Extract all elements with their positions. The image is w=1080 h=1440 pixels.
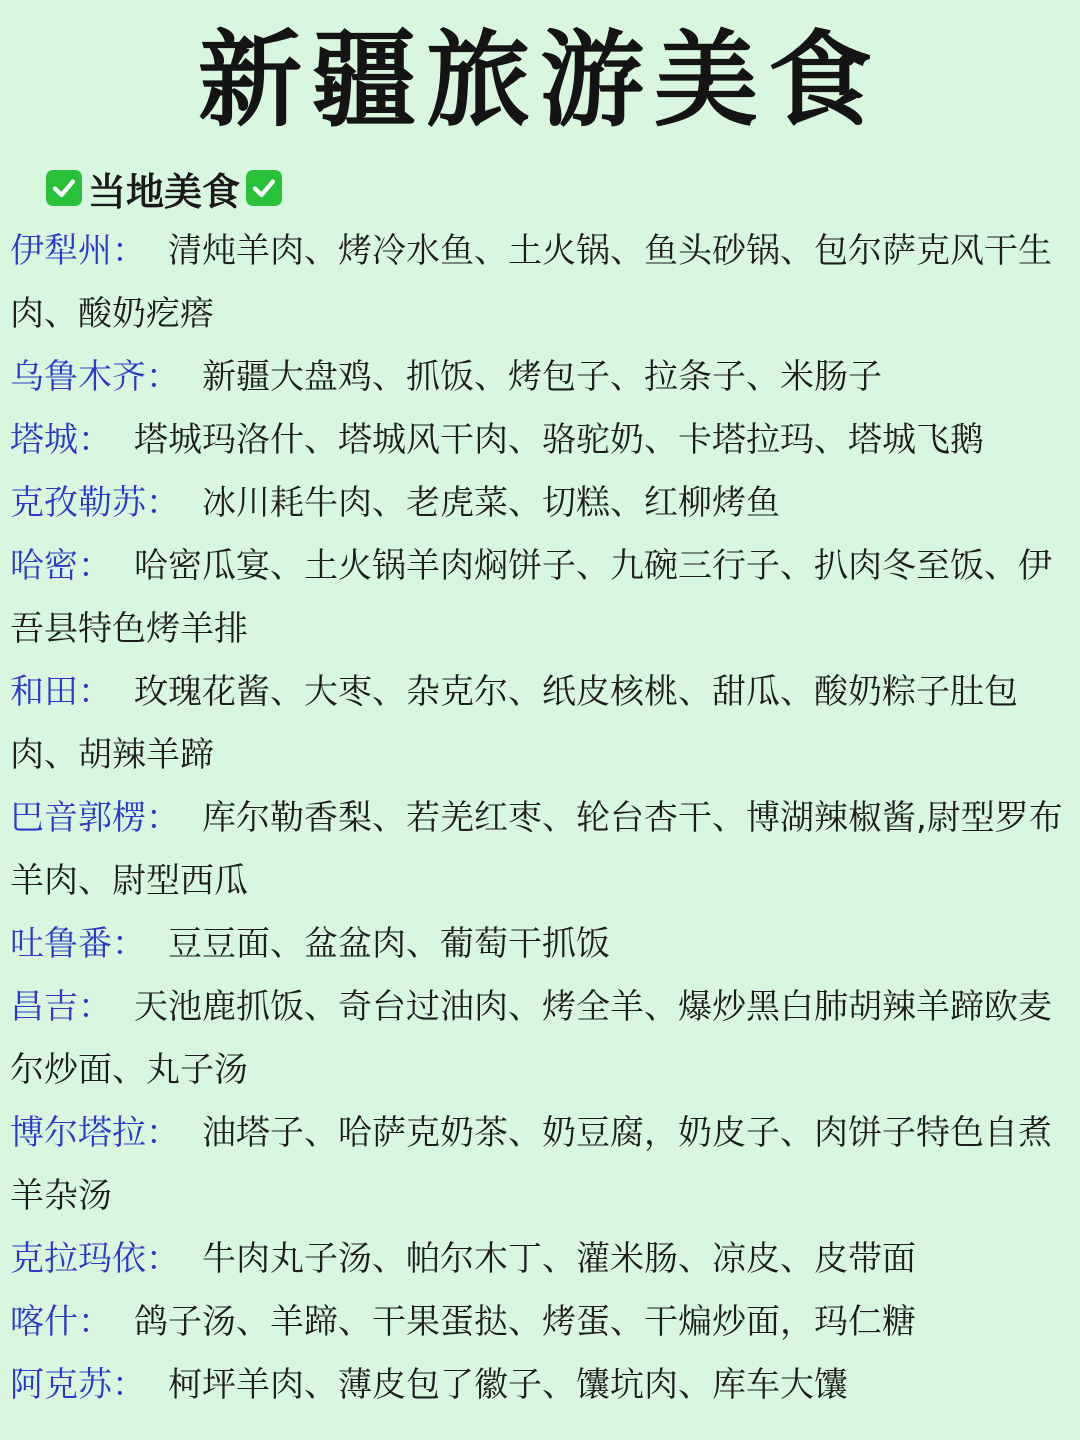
food-items: 冰川耗牛肉、老虎菜、切糕、红柳烤鱼: [202, 483, 780, 523]
food-entry: [10, 661, 1072, 787]
region-separator: ：: [78, 987, 112, 1027]
food-items: 新疆大盘鸡、抓饭、烤包子、拉条子、米肠子: [202, 357, 882, 397]
food-items: 柯坪羊肉、薄皮包了徽子、馕坑肉、库车大馕: [168, 1365, 848, 1405]
food-items: 油塔子、哈萨克奶茶、奶豆腐，奶皮子、肉饼子特色自煮羊杂汤: [10, 1113, 1052, 1216]
page-title: 新疆旅游美食: [197, 19, 882, 141]
region-separator: ：: [112, 231, 146, 271]
region-separator: ：: [78, 1302, 112, 1342]
food-entry: [10, 1291, 1072, 1354]
food-items: 玫瑰花酱、大枣、杂克尔、纸皮核桃、甜瓜、酸奶粽子肚包肉、胡辣羊蹄: [10, 672, 1018, 775]
food-entry: [10, 409, 1072, 472]
food-items: 天池鹿抓饭、奇台过油肉、烤全羊、爆炒黑白肺胡辣羊蹄欧麦尔炒面、丸子汤: [10, 987, 1052, 1090]
region-label: 和田: [10, 672, 78, 712]
region-label: 伊犁州: [10, 231, 112, 271]
food-entry: [10, 1228, 1072, 1291]
region-separator: ：: [146, 1239, 180, 1279]
food-items: 库尔勒香梨、若羌红枣、轮台杏干、博湖辣椒酱,尉型罗布羊肉、尉型西瓜: [10, 798, 1063, 901]
food-entry: [10, 472, 1072, 535]
region-separator: ：: [146, 1113, 180, 1153]
food-entry: [10, 1102, 1072, 1228]
food-entry: [10, 535, 1072, 661]
region-separator: ：: [146, 483, 180, 523]
food-entry: [10, 346, 1072, 409]
region-label: 阿克苏: [10, 1365, 112, 1405]
section-heading: [46, 160, 282, 216]
region-label: 吐鲁番: [10, 924, 112, 964]
region-label: 哈密: [10, 546, 78, 586]
food-entry: [10, 913, 1072, 976]
food-items: 豆豆面、盆盆肉、葡萄干抓饭: [168, 924, 610, 964]
region-label: 克拉玛依: [10, 1239, 146, 1279]
region-label: 乌鲁木齐: [10, 357, 146, 397]
region-label: 昌吉: [10, 987, 78, 1027]
food-entry: [10, 220, 1072, 346]
food-entry: [10, 976, 1072, 1102]
region-label: 塔城: [10, 420, 78, 460]
food-items: 塔城玛洛什、塔城风干肉、骆驼奶、卡塔拉玛、塔城飞鹅: [134, 420, 984, 460]
region-separator: ：: [112, 1365, 146, 1405]
food-items: 牛肉丸子汤、帕尔木丁、灌米肠、凉皮、皮带面: [202, 1239, 916, 1279]
green-check-icon: [246, 170, 282, 206]
region-label: 巴音郭楞: [10, 798, 146, 838]
food-items: 鸽子汤、羊蹄、干果蛋挞、烤蛋、干煸炒面，玛仁糖: [134, 1302, 916, 1342]
food-items: 清炖羊肉、烤冷水鱼、土火锅、鱼头砂锅、包尔萨克风干生肉、酸奶疙瘩: [10, 231, 1052, 334]
section-heading-label: 当地美食: [88, 169, 241, 214]
region-separator: ：: [146, 357, 180, 397]
region-separator: ：: [78, 672, 112, 712]
food-items: 哈密瓜宴、土火锅羊肉焖饼子、九碗三行子、扒肉冬至饭、伊吾县特色烤羊排: [10, 546, 1052, 649]
food-list: [10, 220, 1072, 1417]
region-separator: ：: [78, 546, 112, 586]
region-separator: ：: [146, 798, 180, 838]
region-label: 博尔塔拉: [10, 1113, 146, 1153]
food-entry: [10, 787, 1072, 913]
region-label: 喀什: [10, 1302, 78, 1342]
food-entry: [10, 1354, 1072, 1417]
region-label: 克孜勒苏: [10, 483, 146, 523]
green-check-icon: [46, 170, 82, 206]
region-separator: ：: [112, 924, 146, 964]
region-separator: ：: [78, 420, 112, 460]
